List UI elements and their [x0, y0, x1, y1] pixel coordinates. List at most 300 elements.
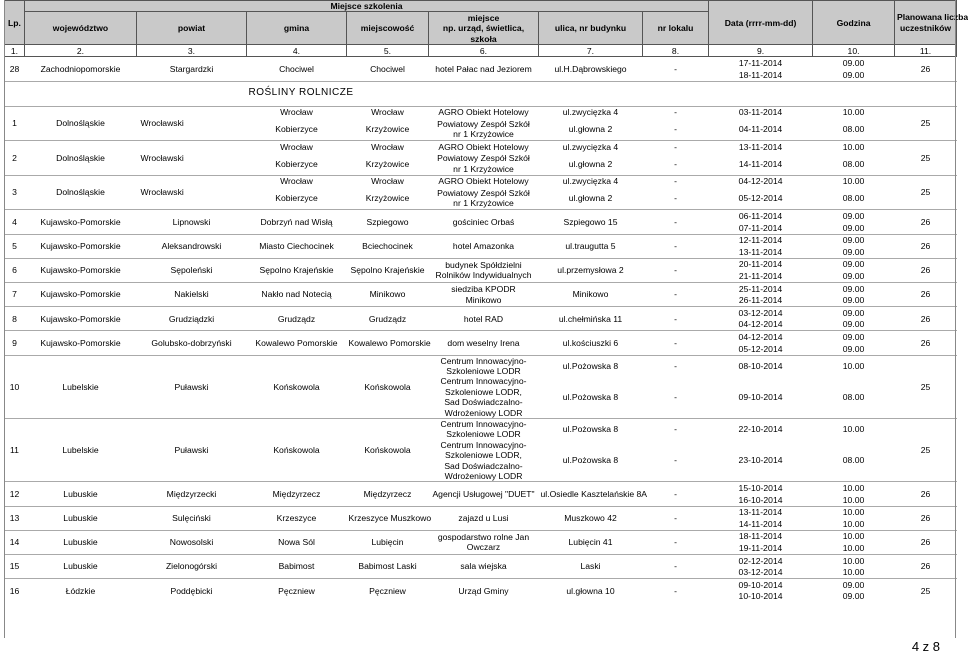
row-ulica: Minikowo	[539, 282, 643, 306]
column-number: 2.	[25, 45, 137, 57]
row-date: 02-12-2014	[709, 554, 813, 566]
row-powiat: Lipnowski	[137, 210, 247, 234]
row-lokal: -	[643, 258, 709, 282]
table-header	[5, 1, 968, 57]
row-wojewodztwo: Lubelskie	[25, 355, 137, 418]
row-wojewodztwo: Lubuskie	[25, 506, 137, 530]
row-date: 05-12-2014	[738, 193, 783, 204]
row-gmina: Wrocław	[247, 141, 347, 153]
row-time: 08.00	[842, 193, 865, 204]
row-date: 18-11-2014	[738, 69, 783, 80]
row-lokal: -	[643, 210, 709, 234]
row-time: 09.00	[813, 282, 895, 294]
row-liczba: 25	[895, 418, 957, 481]
column-number: 1.	[5, 45, 25, 57]
row-time: 10.00	[842, 542, 865, 553]
row-lokal: -	[643, 141, 709, 153]
row-date: 10-10-2014	[738, 591, 783, 602]
row-time: 09.00	[842, 295, 865, 306]
row-miejsce: hotel Pałac nad Jeziorem	[429, 57, 539, 81]
row-lokal: -	[643, 579, 709, 603]
row-time: 09.00	[813, 331, 895, 343]
row-lp: 12	[5, 482, 25, 506]
row-lokal: -	[643, 175, 709, 187]
row-miejsce-line: Sad Doświadczalno-	[444, 397, 523, 408]
row-liczba: 25	[895, 141, 957, 176]
row-lp: 3	[5, 175, 25, 210]
table-body	[5, 57, 957, 602]
row-lp: 7	[5, 282, 25, 306]
row-date: 09-10-2014	[738, 391, 783, 402]
row-date: 04-12-2014	[709, 175, 813, 187]
row-date: 23-10-2014	[738, 455, 783, 466]
row-miejsce-line: Owczarz	[466, 542, 501, 553]
row-date: 12-11-2014	[709, 234, 813, 246]
row-date: 05-12-2014	[738, 343, 783, 354]
frame-right-border	[955, 0, 956, 638]
row-gmina: Kowalewo Pomorskie	[247, 331, 347, 355]
row-time: 09.00	[842, 222, 865, 233]
column-number: 4.	[247, 45, 347, 57]
row-date: 21-11-2014	[738, 270, 783, 281]
row-wojewodztwo: Kujawsko-Pomorskie	[25, 210, 137, 234]
row-ulica: ul.Pożowska 8	[562, 455, 619, 466]
row-miejscowosc: Wrocław	[347, 141, 429, 153]
row-miejsce	[429, 258, 539, 282]
row-ulica: ul.głowna 10	[539, 579, 643, 603]
row-time: 09.00	[842, 591, 865, 602]
header-planowana-line2: uczestników	[899, 22, 952, 33]
header-miejscowosc: miejscowość	[347, 12, 429, 45]
row-miejsce-line: Szkoleniowe LODR,	[445, 386, 522, 397]
row-miejsce-line: Szkoleniowe LODR	[446, 429, 521, 440]
row-time: 09.00	[813, 579, 895, 591]
row-miejsce-line: budynek Spółdzielni	[445, 259, 522, 270]
header-miejsce-line1: miejsce	[467, 12, 500, 23]
header-miejsce-line3: szkoła	[470, 33, 497, 44]
row-wojewodztwo: Dolnośląskie	[25, 175, 137, 210]
row-miejsce	[429, 118, 539, 141]
row-liczba: 25	[895, 355, 957, 418]
row-time: 10.00	[813, 506, 895, 518]
row-date: 13-11-2014	[709, 506, 813, 518]
row-date: 20-11-2014	[709, 258, 813, 270]
table-row	[5, 175, 957, 187]
table-row	[5, 506, 957, 518]
page-number: 4 z 8	[911, 639, 940, 654]
row-gmina: Miasto Ciechocinek	[247, 234, 347, 258]
row-gmina: Kobierzyce	[275, 158, 318, 169]
row-miejsce	[429, 530, 539, 554]
section-spacer	[5, 81, 247, 106]
row-miejsce: AGRO Obiekt Hotelowy	[429, 175, 539, 187]
row-miejsce-line: nr 1 Krzyżowice	[453, 129, 514, 140]
column-number: 10.	[813, 45, 895, 57]
column-numbers-row	[5, 45, 957, 57]
row-time: 09.00	[842, 69, 865, 80]
table-row	[5, 106, 957, 118]
row-miejsce: Agencji Usługowej "DUET"	[429, 482, 539, 506]
row-time: 10.00	[813, 141, 895, 153]
row-lokal: -	[643, 57, 709, 81]
row-date: 26-11-2014	[738, 295, 783, 306]
row-lokal: -	[643, 331, 709, 355]
header-data: Data (rrrr-mm-dd)	[709, 1, 813, 45]
row-lokal: -	[643, 355, 709, 376]
row-miejscowosc: Krzyżowice	[365, 193, 410, 204]
row-ulica: Szpiegowo 15	[539, 210, 643, 234]
row-powiat: Sulęciński	[137, 506, 247, 530]
header-godzina: Godzina	[813, 1, 895, 45]
row-time: 10.00	[842, 567, 865, 578]
row-date: 03-12-2014	[709, 307, 813, 319]
header-lp: Lp.	[5, 1, 25, 45]
row-powiat: Poddębicki	[137, 579, 247, 603]
row-ulica: Muszkowo 42	[539, 506, 643, 530]
row-time: 10.00	[813, 530, 895, 542]
row-gmina: Końskowola	[247, 418, 347, 481]
row-gmina: Dobrzyń nad Wisłą	[247, 210, 347, 234]
header-wojewodztwo: województwo	[25, 12, 137, 45]
row-date: 14-11-2014	[738, 518, 783, 529]
row-miejscowosc: Końskowola	[347, 355, 429, 418]
table-row	[5, 482, 957, 494]
row-wojewodztwo: Lubuskie	[25, 554, 137, 578]
table-row	[5, 530, 957, 542]
row-lokal: -	[674, 158, 677, 169]
row-liczba: 25	[895, 579, 957, 603]
row-ulica: Laski	[539, 554, 643, 578]
row-liczba: 26	[895, 506, 957, 530]
row-wojewodztwo: Kujawsko-Pomorskie	[25, 307, 137, 331]
row-miejscowosc: Końskowola	[347, 418, 429, 481]
row-miejsce-line: Szkoleniowe LODR	[446, 365, 521, 376]
row-lokal: -	[643, 307, 709, 331]
row-date: 04-11-2014	[738, 123, 783, 134]
column-number: 7.	[539, 45, 643, 57]
row-lp: 16	[5, 579, 25, 603]
row-miejscowosc: Grudządz	[347, 307, 429, 331]
row-gmina: Końskowola	[247, 355, 347, 418]
row-time: 09.00	[842, 319, 865, 330]
row-wojewodztwo: Lubuskie	[25, 482, 137, 506]
row-date: 13-11-2014	[709, 141, 813, 153]
row-time: 10.00	[842, 494, 865, 505]
row-time: 09.00	[842, 246, 865, 257]
row-miejscowosc: Międzyrzecz	[347, 482, 429, 506]
row-date: 22-10-2014	[709, 418, 813, 439]
row-lokal: -	[643, 482, 709, 506]
row-gmina: Babimost	[247, 554, 347, 578]
row-time: 08.00	[842, 123, 865, 134]
row-miejscowosc: Sępolno Krajeńskie	[347, 258, 429, 282]
row-date: 19-11-2014	[738, 542, 783, 553]
row-ulica: ul.traugutta 5	[539, 234, 643, 258]
row-gmina: Krzeszyce	[247, 506, 347, 530]
row-miejsce-line: Wdrożeniowy LODR	[444, 407, 523, 418]
row-ulica: ul.głowna 2	[568, 158, 613, 169]
row-lp: 11	[5, 418, 25, 481]
row-miejsce	[429, 187, 539, 210]
row-gmina: Międzyrzecz	[247, 482, 347, 506]
row-miejsce	[429, 376, 539, 418]
frame-left-border	[4, 0, 5, 638]
row-ulica: ul.zwycięzka 4	[539, 141, 643, 153]
row-date: 07-11-2014	[738, 222, 783, 233]
row-miejscowosc: Krzeszyce Muszkowo	[347, 506, 429, 530]
row-miejsce: AGRO Obiekt Hotelowy	[429, 141, 539, 153]
section-spacer	[539, 81, 957, 106]
row-date: 17-11-2014	[709, 57, 813, 69]
row-miejscowosc: Bciechocinek	[347, 234, 429, 258]
row-time: 10.00	[813, 106, 895, 118]
row-miejscowosc: Krzyżowice	[365, 123, 410, 134]
row-miejscowosc: Kowalewo Pomorskie	[347, 331, 429, 355]
row-time: 10.00	[813, 355, 895, 376]
row-wojewodztwo: Zachodniopomorskie	[25, 57, 137, 81]
row-wojewodztwo: Dolnośląskie	[25, 106, 137, 141]
row-date: 14-11-2014	[738, 158, 783, 169]
row-miejsce	[429, 153, 539, 176]
row-miejsce-line: Rolników Indywidualnych	[435, 270, 532, 281]
row-powiat: Zielonogórski	[137, 554, 247, 578]
table-row	[5, 554, 957, 566]
row-wojewodztwo: Kujawsko-Pomorskie	[25, 234, 137, 258]
row-lp: 4	[5, 210, 25, 234]
row-date: 04-12-2014	[709, 331, 813, 343]
row-miejsce-line: Centrum Innowacyjno-	[440, 355, 527, 366]
row-miejsce: dom weselny Irena	[429, 331, 539, 355]
row-time: 09.00	[813, 57, 895, 69]
row-lokal: -	[674, 455, 677, 466]
row-miejsce-line: Centrum Innowacyjno-	[440, 439, 527, 450]
row-gmina: Sępolno Krajeńskie	[247, 258, 347, 282]
row-powiat: Wrocławski	[137, 106, 247, 141]
row-lp: 14	[5, 530, 25, 554]
row-ulica: ul.zwycięzka 4	[539, 106, 643, 118]
row-lokal: -	[674, 193, 677, 204]
row-time: 10.00	[813, 418, 895, 439]
section-title: ROŚLINY ROLNICZE	[247, 81, 539, 106]
row-ulica: ul.H.Dąbrowskiego	[539, 57, 643, 81]
row-time: 08.00	[842, 391, 865, 402]
row-miejsce-line: nr 1 Krzyżowice	[453, 198, 514, 209]
row-gmina: Kobierzyce	[275, 123, 318, 134]
row-wojewodztwo: Kujawsko-Pomorskie	[25, 282, 137, 306]
row-wojewodztwo: Lubelskie	[25, 418, 137, 481]
row-liczba: 26	[895, 331, 957, 355]
row-miejsce	[429, 418, 539, 439]
row-powiat: Międzyrzecki	[137, 482, 247, 506]
row-ulica: ul.głowna 2	[568, 123, 613, 134]
row-miejsce	[429, 440, 539, 482]
header-gmina: gmina	[247, 12, 347, 45]
row-liczba: 26	[895, 57, 957, 81]
table-row	[5, 418, 957, 439]
row-powiat: Sępoleński	[137, 258, 247, 282]
row-miejsce: sala wiejska	[429, 554, 539, 578]
row-liczba: 26	[895, 554, 957, 578]
row-miejscowosc: Pęczniew	[347, 579, 429, 603]
row-miejsce: hotel RAD	[429, 307, 539, 331]
row-date: 18-11-2014	[709, 530, 813, 542]
header-miejsce-szkolenia: Miejsce szkolenia	[25, 1, 709, 12]
row-powiat: Nowosolski	[137, 530, 247, 554]
row-time: 09.00	[842, 343, 865, 354]
table-row	[5, 141, 957, 153]
row-miejscowosc: Krzyżowice	[365, 158, 410, 169]
row-miejsce-line: Minikowo	[465, 294, 502, 305]
row-miejsce: AGRO Obiekt Hotelowy	[429, 106, 539, 118]
header-planowana-liczba	[895, 1, 968, 45]
row-date: 06-11-2014	[709, 210, 813, 222]
table-row	[5, 355, 957, 376]
row-date: 08-10-2014	[709, 355, 813, 376]
row-lp: 28	[5, 57, 25, 81]
row-miejsce-line: siedziba KPODR	[451, 284, 516, 295]
row-miejsce-line: Centrum Innowacyjno-	[440, 376, 527, 387]
column-number: 11.	[895, 45, 957, 57]
header-planowana-line1: Planowana liczba	[897, 12, 968, 23]
row-time: 10.00	[813, 482, 895, 494]
row-gmina: Pęczniew	[247, 579, 347, 603]
row-lp: 5	[5, 234, 25, 258]
row-powiat: Golubsko-dobrzyński	[137, 331, 247, 355]
header-ulica: ulica, nr budynku	[539, 12, 643, 45]
row-date: 13-11-2014	[738, 246, 783, 257]
table-row	[5, 258, 957, 270]
row-date: 03-11-2014	[709, 106, 813, 118]
row-lokal: -	[674, 391, 677, 402]
row-ulica: ul.głowna 2	[568, 193, 613, 204]
column-number: 3.	[137, 45, 247, 57]
training-schedule-table	[4, 0, 968, 602]
row-miejsce-line: gospodarstwo rolne Jan	[437, 531, 530, 542]
row-powiat: Grudziądzki	[137, 307, 247, 331]
row-date: 09-10-2014	[709, 579, 813, 591]
row-liczba: 26	[895, 282, 957, 306]
section-row	[5, 81, 957, 106]
table-row	[5, 234, 957, 246]
row-miejsce-line: Powiatowy Zespół Szkół	[437, 187, 530, 198]
row-lokal: -	[643, 282, 709, 306]
table-row	[5, 579, 957, 591]
row-wojewodztwo: Kujawsko-Pomorskie	[25, 331, 137, 355]
row-liczba: 26	[895, 258, 957, 282]
row-gmina: Nowa Sól	[247, 530, 347, 554]
row-miejsce-line: Powiatowy Zespół Szkół	[437, 153, 530, 164]
row-miejsce: zajazd u Lusi	[429, 506, 539, 530]
row-wojewodztwo: Kujawsko-Pomorskie	[25, 258, 137, 282]
row-ulica: ul.kościuszki 6	[539, 331, 643, 355]
row-lokal: -	[643, 106, 709, 118]
row-lp: 10	[5, 355, 25, 418]
row-lokal: -	[643, 530, 709, 554]
row-ulica: ul.chełmińska 11	[539, 307, 643, 331]
row-lokal: -	[643, 506, 709, 530]
row-lp: 15	[5, 554, 25, 578]
row-liczba: 26	[895, 210, 957, 234]
row-gmina: Nakło nad Notecią	[247, 282, 347, 306]
row-time: 08.00	[842, 455, 865, 466]
row-miejsce: hotel Amazonka	[429, 234, 539, 258]
row-liczba: 26	[895, 482, 957, 506]
schedule-sheet	[4, 0, 968, 602]
row-miejsce: Urząd Gminy	[429, 579, 539, 603]
table-row	[5, 331, 957, 343]
row-miejscowosc: Minikowo	[347, 282, 429, 306]
row-lokal: -	[674, 123, 677, 134]
row-time: 08.00	[842, 158, 865, 169]
row-powiat: Aleksandrowski	[137, 234, 247, 258]
row-miejscowosc: Szpiegowo	[347, 210, 429, 234]
row-date: 04-12-2014	[738, 319, 783, 330]
row-powiat: Wrocławski	[137, 175, 247, 210]
row-miejsce-line: Wdrożeniowy LODR	[444, 470, 523, 481]
row-miejsce-line: Sad Doświadczalno-	[444, 460, 523, 471]
row-lp: 6	[5, 258, 25, 282]
row-miejsce-line: Szkoleniowe LODR,	[445, 450, 522, 461]
row-miejsce: gościniec Orbaś	[429, 210, 539, 234]
row-time: 09.00	[842, 270, 865, 281]
column-number: 8.	[643, 45, 709, 57]
table-row	[5, 282, 957, 294]
row-lp: 2	[5, 141, 25, 176]
row-miejsce-line: Powiatowy Zespół Szkół	[437, 118, 530, 129]
row-lokal: -	[643, 234, 709, 258]
row-powiat: Stargardzki	[137, 57, 247, 81]
row-date: 15-10-2014	[709, 482, 813, 494]
row-ulica: ul.Pożowska 8	[539, 355, 643, 376]
row-liczba: 25	[895, 175, 957, 210]
row-gmina: Wrocław	[247, 106, 347, 118]
row-time: 09.00	[813, 258, 895, 270]
row-lokal: -	[643, 554, 709, 578]
row-powiat: Puławski	[137, 355, 247, 418]
row-ulica: ul.Pożowska 8	[562, 391, 619, 402]
row-liczba: 26	[895, 530, 957, 554]
row-date: 16-10-2014	[738, 494, 783, 505]
header-miejsce-line2: np. urząd, świetlica,	[442, 23, 525, 34]
row-lp: 8	[5, 307, 25, 331]
row-miejsce-line: Centrum Innowacyjno-	[440, 418, 527, 429]
row-time: 10.00	[813, 554, 895, 566]
row-ulica: ul.zwycięzka 4	[539, 175, 643, 187]
table-row	[5, 307, 957, 319]
row-liczba: 26	[895, 234, 957, 258]
row-gmina: Chociwel	[247, 57, 347, 81]
row-time: 09.00	[813, 234, 895, 246]
table-row	[5, 57, 957, 69]
row-lp: 13	[5, 506, 25, 530]
header-lokal: nr lokalu	[643, 12, 709, 45]
row-time: 10.00	[813, 175, 895, 187]
column-number: 6.	[429, 45, 539, 57]
row-lp: 9	[5, 331, 25, 355]
row-wojewodztwo: Łódzkie	[25, 579, 137, 603]
row-ulica: Lubięcin 41	[539, 530, 643, 554]
row-miejscowosc: Wrocław	[347, 106, 429, 118]
row-time: 09.00	[813, 307, 895, 319]
row-time: 10.00	[842, 518, 865, 529]
row-miejsce	[429, 355, 539, 376]
row-powiat: Wrocławski	[137, 141, 247, 176]
row-miejsce-line: nr 1 Krzyżowice	[453, 163, 514, 174]
row-miejscowosc: Wrocław	[347, 175, 429, 187]
row-date: 03-12-2014	[738, 567, 783, 578]
table-row	[5, 210, 957, 222]
row-lp: 1	[5, 106, 25, 141]
